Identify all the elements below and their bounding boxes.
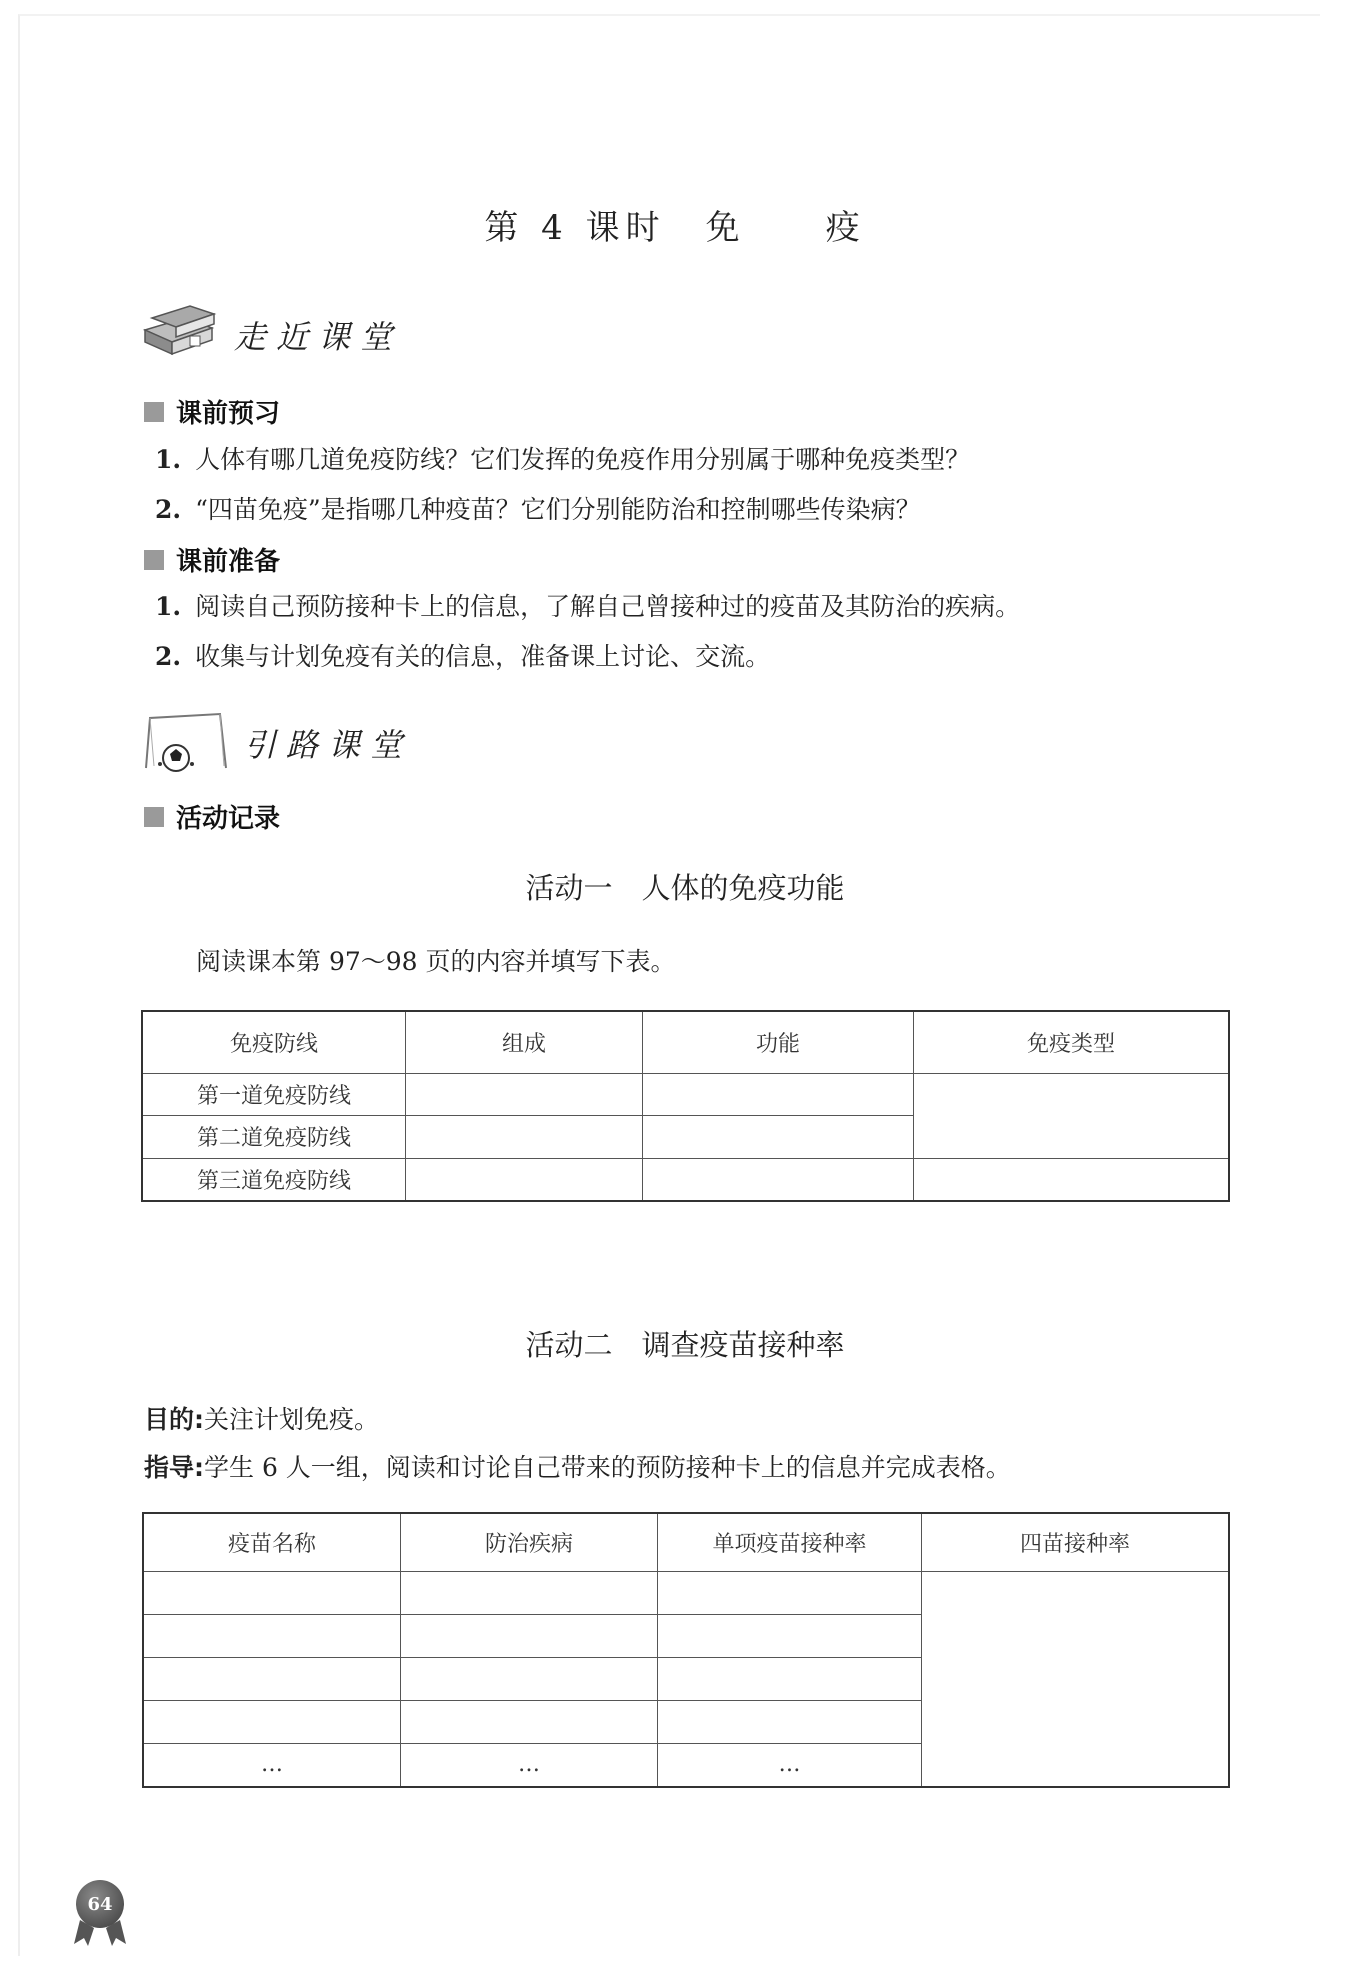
activity1-instruction: 阅读课本第 97～98 页的内容并填写下表。	[196, 947, 676, 976]
table-header-cell: 免疫类型	[914, 1011, 1230, 1073]
table-cell-ellipsis: …	[401, 1743, 658, 1787]
table-cell-blank[interactable]	[914, 1073, 1230, 1158]
table-cell-ellipsis: …	[143, 1743, 401, 1787]
item-text: 人体有哪几道免疫防线？它们发挥的免疫作用分别属于哪种免疫类型？	[195, 445, 971, 474]
soccer-goal-icon	[140, 708, 230, 778]
table-cell: 第二道免疫防线	[142, 1115, 406, 1158]
item-text: 阅读自己预防接种卡上的信息，了解自己曾接种过的疫苗及其防治的疾病。	[195, 592, 1021, 621]
section-heading-activity-record	[144, 798, 280, 835]
table-cell-blank[interactable]	[401, 1657, 658, 1700]
books-icon	[140, 300, 220, 370]
table-cell-blank[interactable]	[401, 1614, 658, 1657]
vaccine-rate-table	[142, 1512, 1230, 1788]
table-cell-blank[interactable]	[914, 1158, 1230, 1201]
item-number: 1.	[155, 592, 182, 621]
table-cell-ellipsis: …	[658, 1743, 922, 1787]
activity1-title: 活动一 人体的免疫功能	[525, 871, 845, 905]
section-heading-label: 活动记录	[176, 804, 281, 834]
guide-text: 学生 6 人一组，阅读和讨论自己带来的预防接种卡上的信息并完成表格。	[204, 1453, 1011, 1482]
banner-zoujin	[140, 290, 402, 380]
table-cell-blank[interactable]	[658, 1614, 922, 1657]
table-cell-blank[interactable]	[406, 1158, 643, 1201]
table-cell: 第一道免疫防线	[142, 1073, 406, 1115]
section-heading-preview	[144, 393, 280, 430]
page-title: 第 4 课时 免 疫	[484, 208, 866, 248]
table-header-cell: 四苗接种率	[922, 1513, 1230, 1571]
page-number: 64	[76, 1880, 124, 1928]
activity2-title: 活动二 调查疫苗接种率	[525, 1328, 845, 1362]
table-header-cell: 防治疾病	[401, 1513, 658, 1571]
preview-item	[155, 490, 921, 526]
table-header-cell: 免疫防线	[142, 1011, 406, 1073]
table-cell-blank[interactable]	[401, 1571, 658, 1614]
section-heading-label: 课前准备	[176, 547, 281, 577]
immune-lines-table	[141, 1010, 1230, 1202]
section-square-icon	[144, 550, 164, 570]
guide-label: 指导:	[144, 1453, 204, 1482]
table-cell-blank[interactable]	[643, 1115, 914, 1158]
table-header-row	[142, 1011, 1229, 1073]
item-text: “四苗免疫”是指哪几种疫苗？它们分别能防治和控制哪些传染病？	[195, 495, 921, 524]
item-number: 2.	[155, 495, 182, 524]
table-header-row	[143, 1513, 1229, 1571]
activity2-purpose	[144, 1400, 379, 1436]
table-cell-blank[interactable]	[406, 1073, 643, 1115]
item-number: 2.	[155, 642, 182, 671]
preview-item	[155, 440, 970, 476]
table-header-cell: 功能	[643, 1011, 914, 1073]
table-cell-blank[interactable]	[658, 1657, 922, 1700]
table-cell-blank[interactable]	[143, 1571, 401, 1614]
prepare-item	[155, 637, 770, 673]
table-row	[142, 1073, 1229, 1115]
table-cell-blank[interactable]	[643, 1073, 914, 1115]
section-square-icon	[144, 807, 164, 827]
table-cell-blank[interactable]	[922, 1571, 1230, 1787]
section-heading-prepare	[144, 541, 280, 578]
table-cell-blank[interactable]	[143, 1614, 401, 1657]
table-row	[142, 1158, 1229, 1201]
table-cell-blank[interactable]	[143, 1700, 401, 1743]
prepare-item	[155, 587, 1020, 623]
table-header-cell: 组成	[406, 1011, 643, 1073]
banner-label: 引路课堂	[244, 726, 413, 764]
table-cell: 第三道免疫防线	[142, 1158, 406, 1201]
item-text: 收集与计划免疫有关的信息，准备课上讨论、交流。	[195, 642, 771, 671]
table-cell-blank[interactable]	[406, 1115, 643, 1158]
section-square-icon	[144, 402, 164, 422]
table-cell-blank[interactable]	[658, 1700, 922, 1743]
table-cell-blank[interactable]	[401, 1700, 658, 1743]
purpose-text: 关注计划免疫。	[204, 1405, 380, 1434]
table-cell-blank[interactable]	[643, 1158, 914, 1201]
banner-label: 走近课堂	[234, 318, 403, 356]
table-cell-blank[interactable]	[143, 1657, 401, 1700]
item-number: 1.	[155, 445, 182, 474]
table-row	[143, 1571, 1229, 1614]
purpose-label: 目的:	[144, 1405, 204, 1434]
activity2-guide	[144, 1448, 1011, 1484]
table-header-cell: 疫苗名称	[143, 1513, 401, 1571]
banner-yinlu	[140, 698, 412, 788]
table-header-cell: 单项疫苗接种率	[658, 1513, 922, 1571]
table-cell-blank[interactable]	[658, 1571, 922, 1614]
page-number-badge	[72, 1880, 128, 1936]
section-heading-label: 课前预习	[176, 399, 281, 429]
